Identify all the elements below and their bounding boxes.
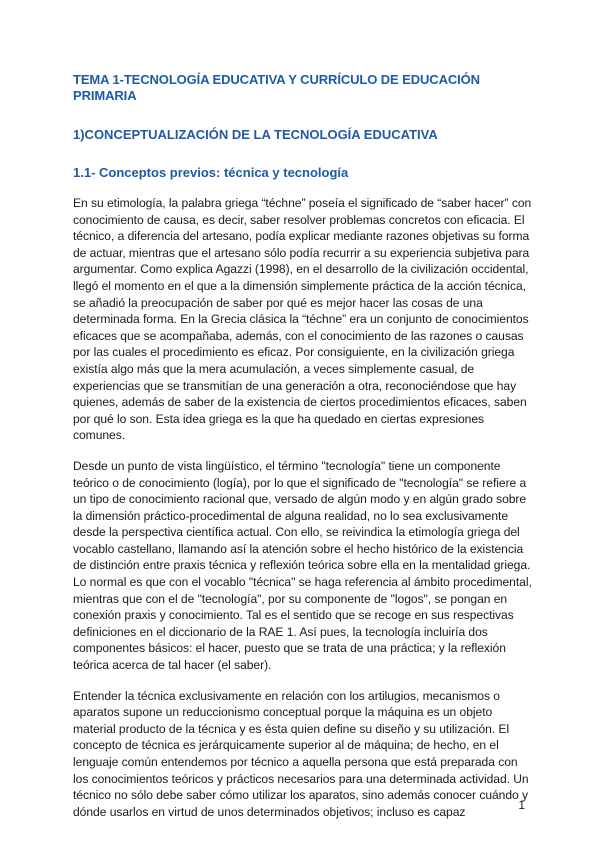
document-page	[73, 62, 535, 820]
paragraph-1: En su etimología, la palabra griega “téchne” poseía el significado de “saber hacer” con conocimiento de causa, es decir, saber resolver problemas concretos con eficacia. El técnico, a diferencia del artesano, podía explicar mediante razones objetivas su forma de actuar, mientras que el artesano sólo podía recurrir a su experiencia subjetiva para argumentar. Como explica Agazzi (1998), en el desarrollo de la civilización occidental, llegó el momento en el que a la dimensión simplemente práctica de la acción técnica, se añadió la preocupación de saber por qué es mejor hacer las cosas de una determinada forma. En la Grecia clásica la “téchne” era un conjunto de conocimientos eficaces que se acompañaba, además, con el conocimiento de las razones o causas por las cuales el procedimiento es eficaz. Por consiguiente, en la civilización griega existía algo más que la mera acumulación, a veces simplemente casual, de experiencias que se transmitían de una generación a otra, reconociéndose que hay quienes, además de saber de la existencia de ciertos procedimientos eficaces, saben por qué lo son. Esta idea griega es la que ha quedado en ciertas expresiones comunes.	[73, 196, 532, 443]
document-title: TEMA 1-TECNOLOGÍA EDUCATIVA Y CURRÍCULO DE EDUCACIÓN PRIMARIA	[73, 72, 480, 103]
page-number: 1	[518, 798, 525, 812]
section-heading: 1)CONCEPTUALIZACIÓN DE LA TECNOLOGÍA EDUCATIVA	[73, 127, 438, 142]
subsection-heading: 1.1- Conceptos previos: técnica y tecnología	[73, 165, 349, 180]
paragraph-3: Entender la técnica exclusivamente en relación con los artilugios, mecanismos o aparatos supone un reduccionismo conceptual porque la máquina es un objeto material producto de la técnica y es ésta quien define su diseño y su utilización. El concepto de técnica es jerárquicamente superior al de máquina; de hecho, en el lenguaje común entendemos por técnico a aquella persona que está preparada con los conocimientos teóricos y prácticos necesarios para una determinada actividad. Un técnico no sólo debe saber cómo utilizar los aparatos, sino además conocer cuándo y dónde usarlos en virtud de unos determinados objetivos; incluso es capaz	[73, 688, 529, 819]
paragraph-2: Desde un punto de vista lingüístico, el término "tecnología" tiene un componente teórico o de conocimiento (logía), por lo que el significado de "tecnología" se refiere a un tipo de conocimiento racional que, versado de algún modo y en algún grado sobre la dimensión práctico-procedimental de alguna realidad, no lo sea exclusivamente desde la perspectiva científica actual. Con ello, se reivindica la etimología griega del vocablo castellano, llamando así la atención sobre el hecho histórico de la existencia de distinción entre praxis técnica y reflexión teórica sobre ella en la mentalidad griega. Lo normal es que con el vocablo "técnica" se haga referencia al ámbito procedimental, mientras que con el de "tecnología", por su componente de "logos", se pongan en conexión praxis y conocimiento. Tal es el sentido que se recoge en sus respectivas definiciones en el diccionario de la RAE 1. Así pues, la tecnología incluiría dos componentes básicos: el hacer, puesto que se trata de una práctica; y la reflexión teórica acerca de tal hacer (el saber).	[73, 458, 532, 673]
